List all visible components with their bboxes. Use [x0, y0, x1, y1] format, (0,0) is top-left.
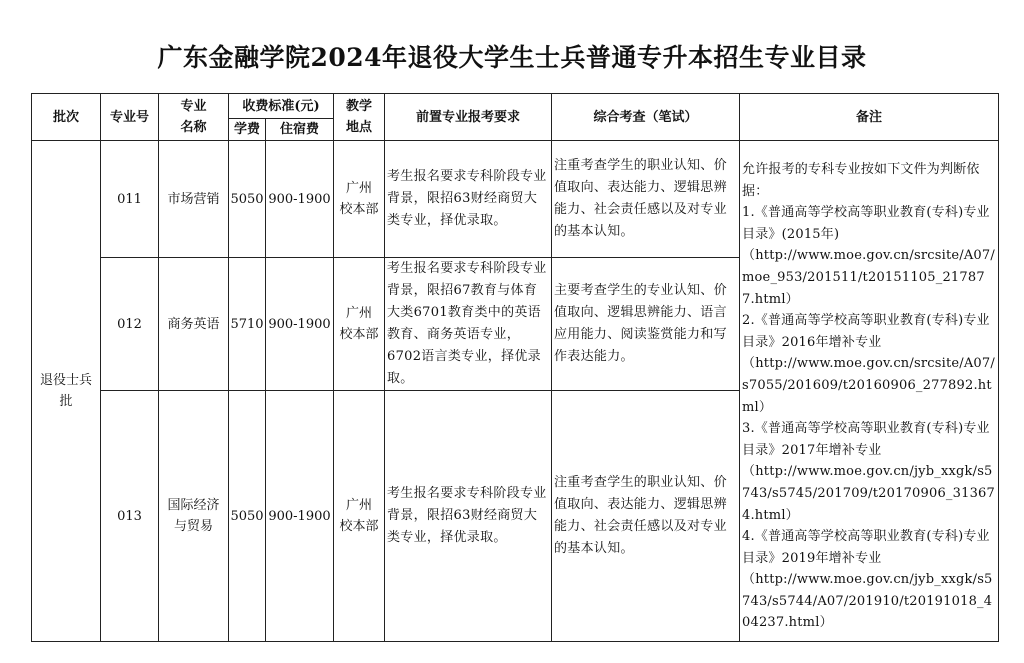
- requirements-cell: 考生报名要求专科阶段专业背景，限招63财经商贸大类专业，择优录取。: [385, 391, 552, 642]
- tuition-cell: 5050: [229, 141, 266, 258]
- header-requirements: 前置专业报考要求: [385, 94, 552, 141]
- table-row: [32, 141, 999, 258]
- header-tuition: 学费: [229, 119, 266, 141]
- header-major-name: 专业 名称: [159, 94, 229, 141]
- location-cell: 广州 校本部: [334, 141, 385, 258]
- major-no-cell: 011: [101, 141, 159, 258]
- requirements-cell: 考生报名要求专科阶段专业背景，限招67教育与体育大类6701教育类中的英语教育、商务英语专业，6702语言类专业，择优录取。: [385, 258, 552, 391]
- location-cell: 广州 校本部: [334, 258, 385, 391]
- major-name-cell: 市场营销: [159, 141, 229, 258]
- header-major-no: 专业号: [101, 94, 159, 141]
- page-title: 广东金融学院2024年退役大学生士兵普通专升本招生专业目录: [157, 43, 867, 72]
- location-cell: 广州 校本部: [334, 391, 385, 642]
- major-name-cell: 国际经济 与贸易: [159, 391, 229, 642]
- major-no-cell: 013: [101, 391, 159, 642]
- notes-cell: 允许报考的专科专业按如下文件为判断依据： 1.《普通高等学校高等职业教育(专科)专业目录》(2015年) （http://www.moe.gov.cn/srcsite/A07/moe_953/201511/t20151105_217877.html） 2.《普通高等学校高等职业教育(专科)专业目录》2016年增补专业 （http://www.moe.gov.cn/srcsite/A07/s7055/201609/t20160906_277892.html） 3.《普通高等学校高等职业教育(专科)专业目录》2017年增补专业 （http://www.moe.gov.cn/jyb_xxgk/s5743/s5745/201709/t20170906_313674.html） 4.《普通高等学校高等职业教育(专科)专业目录》2019年增补专业 （http://www.moe.gov.cn/jyb_xxgk/s5743/s5744/A07/201910/t20191018_404237.html）: [740, 141, 999, 642]
- major-name-cell: 商务英语: [159, 258, 229, 391]
- header-fee-standard: 收费标准(元): [229, 94, 334, 119]
- major-catalog-table: [31, 93, 999, 642]
- tuition-cell: 5710: [229, 258, 266, 391]
- header-exam: 综合考查（笔试）: [552, 94, 740, 141]
- exam-cell: 注重考查学生的职业认知、价值取向、表达能力、逻辑思辨能力、社会责任感以及对专业的基本认知。: [552, 141, 740, 258]
- header-batch: 批次: [32, 94, 101, 141]
- major-no-cell: 012: [101, 258, 159, 391]
- requirements-cell: 考生报名要求专科阶段专业背景，限招63财经商贸大类专业，择优录取。: [385, 141, 552, 258]
- exam-cell: 主要考查学生的专业认知、价值取向、逻辑思辨能力、语言应用能力、阅读鉴赏能力和写作表达能力。: [552, 258, 740, 391]
- tuition-cell: 5050: [229, 391, 266, 642]
- header-notes: 备注: [740, 94, 999, 141]
- exam-cell: 注重考查学生的职业认知、价值取向、表达能力、逻辑思辨能力、社会责任感以及对专业的基本认知。: [552, 391, 740, 642]
- header-location: 教学 地点: [334, 94, 385, 141]
- header-accommodation: 住宿费: [266, 119, 334, 141]
- batch-cell: 退役士兵 批: [32, 141, 101, 642]
- accommodation-cell: 900-1900: [266, 391, 334, 642]
- accommodation-cell: 900-1900: [266, 258, 334, 391]
- accommodation-cell: 900-1900: [266, 141, 334, 258]
